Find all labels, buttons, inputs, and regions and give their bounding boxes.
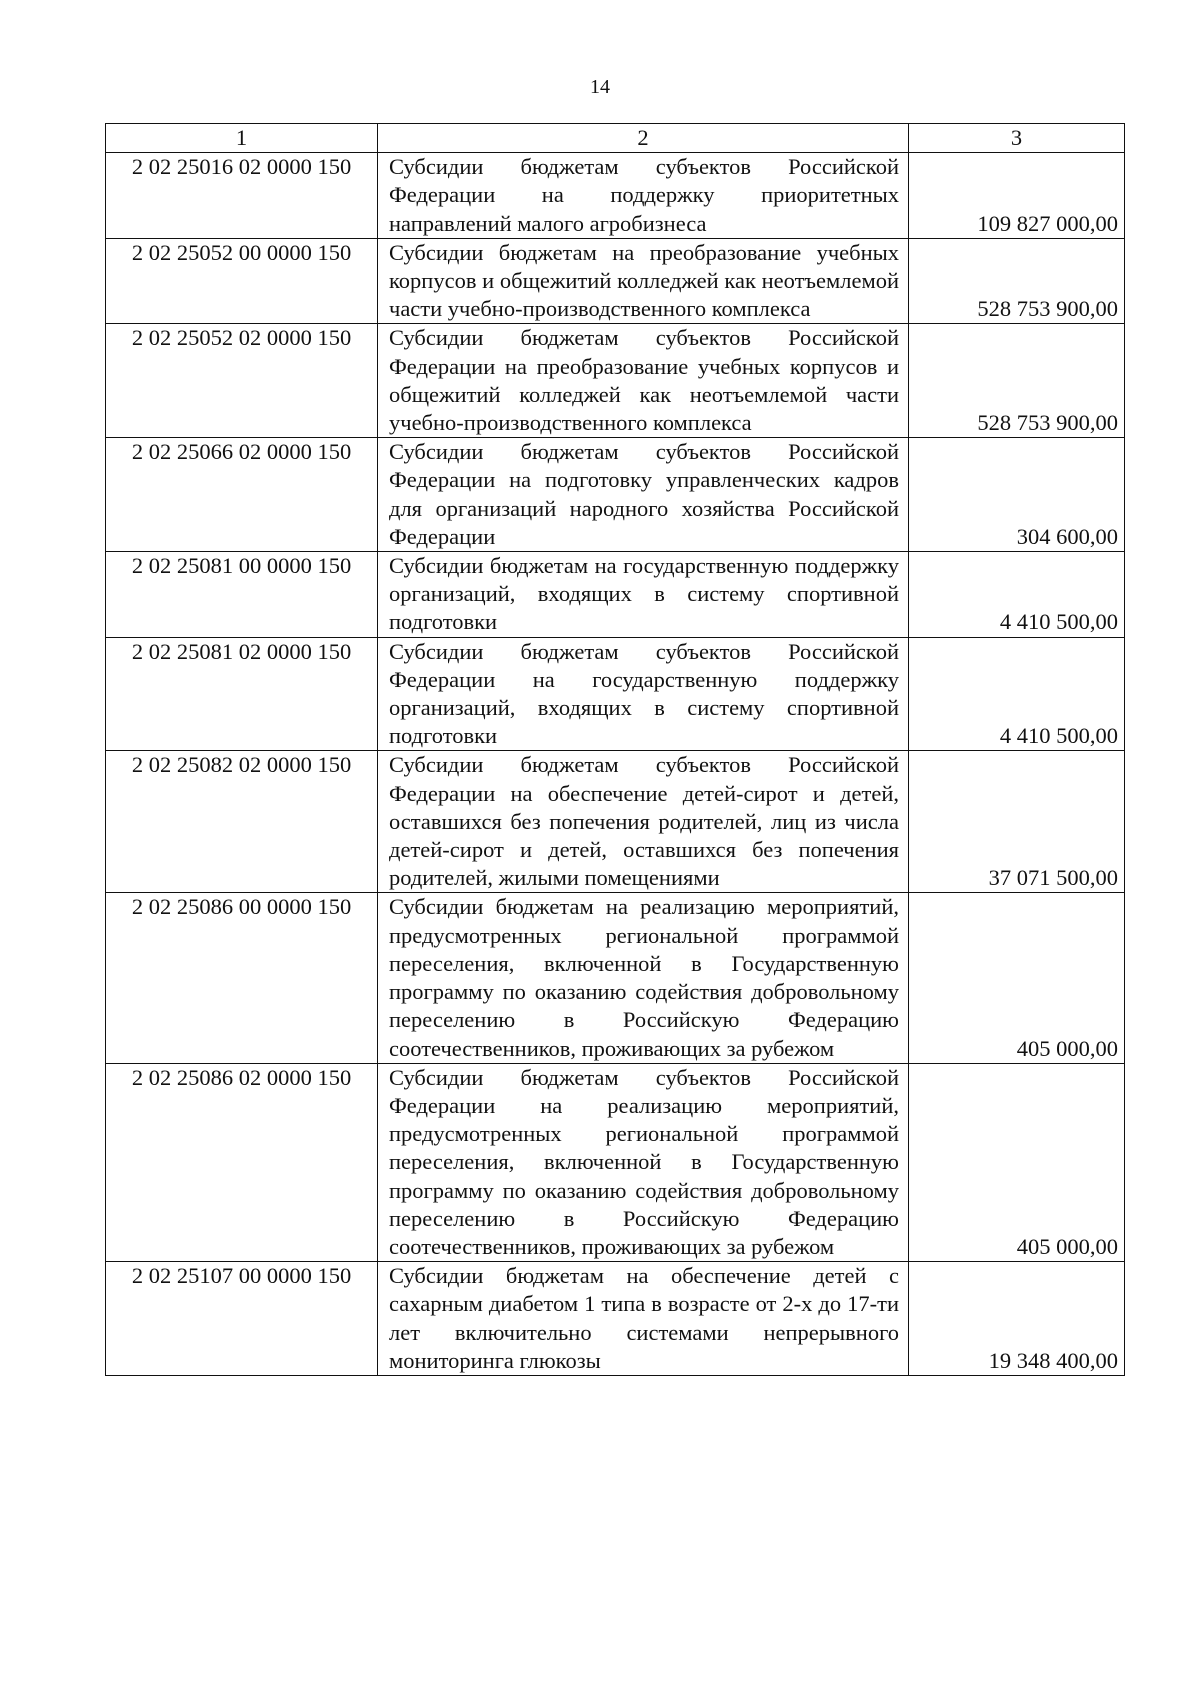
description-text: Субсидии бюджетам субъектов Российской Федерации на преобразование учебных корпусов и общежитий колледжей как неотъемлемой части учебно-производственного комплекса	[389, 325, 899, 436]
amount-cell: 528 753 900,00	[909, 238, 1125, 324]
description-text: Субсидии бюджетам на преобразование учебных корпусов и общежитий колледжей как неотъемлемой части учебно-производственного комплекса	[389, 239, 899, 322]
amount-cell: 109 827 000,00	[909, 153, 1125, 239]
table-row	[106, 1262, 1125, 1376]
table-header	[106, 124, 1125, 153]
description-text: Субсидии бюджетам на государственную поддержку организаций, входящих в систему спортивной подготовки	[389, 553, 899, 635]
amount-cell: 4 410 500,00	[909, 552, 1125, 638]
budget-revenue-table	[105, 123, 1125, 1376]
table-row	[106, 1063, 1125, 1261]
description-cell	[378, 751, 909, 893]
table-row	[106, 438, 1125, 552]
budget-code-cell: 2 02 25082 02 0000 150	[106, 751, 378, 893]
table-row	[106, 893, 1125, 1063]
description-text: Субсидии бюджетам субъектов Российской Федерации на подготовку управленческих кадров для организаций народного хозяйства Российской Федерации	[389, 439, 899, 549]
budget-code-cell: 2 02 25081 00 0000 150	[106, 552, 378, 638]
header-column-2: 2	[378, 124, 909, 153]
budget-code-cell: 2 02 25016 02 0000 150	[106, 153, 378, 239]
amount-cell: 304 600,00	[909, 438, 1125, 552]
table-row	[106, 238, 1125, 324]
description-text: Субсидии бюджетам субъектов Российской Федерации на обеспечение детей-сирот и детей, оставшихся без попечения родителей, лиц из числа детей-сирот и детей, оставшихся без попечения родителей, жилыми помещениями	[389, 752, 899, 891]
header-column-3: 3	[909, 124, 1125, 153]
table-row	[106, 324, 1125, 438]
amount-cell: 19 348 400,00	[909, 1262, 1125, 1376]
amount-cell: 528 753 900,00	[909, 324, 1125, 438]
budget-code-cell: 2 02 25081 02 0000 150	[106, 637, 378, 751]
amount-cell: 4 410 500,00	[909, 637, 1125, 751]
description-cell	[378, 893, 909, 1063]
table-row	[106, 552, 1125, 638]
amount-cell: 405 000,00	[909, 893, 1125, 1063]
description-cell	[378, 1063, 909, 1261]
description-cell	[378, 552, 909, 638]
budget-code-cell: 2 02 25086 00 0000 150	[106, 893, 378, 1063]
budget-code-cell: 2 02 25107 00 0000 150	[106, 1262, 378, 1376]
table-row	[106, 751, 1125, 893]
description-cell	[378, 637, 909, 751]
budget-code-cell: 2 02 25066 02 0000 150	[106, 438, 378, 552]
description-cell	[378, 438, 909, 552]
description-text: Субсидии бюджетам субъектов Российской Федерации на поддержку приоритетных направлений малого агробизнеса	[389, 154, 899, 236]
description-text: Субсидии бюджетам на обеспечение детей с сахарным диабетом 1 типа в возрасте от 2-х до 17-ти лет включительно системами непрерывного мониторинга глюкозы	[389, 1263, 899, 1373]
page-number: 14	[590, 76, 610, 98]
header-column-1: 1	[106, 124, 378, 153]
description-cell	[378, 1262, 909, 1376]
description-cell	[378, 153, 909, 239]
table-header-row	[106, 124, 1125, 153]
description-text: Субсидии бюджетам субъектов Российской Федерации на реализацию мероприятий, предусмотренных региональной программой переселения, включенной в Государственную программу по оказанию содействия добровольному переселению в Российскую Федерацию соотечественников, проживающих за рубежом	[389, 1064, 899, 1259]
amount-cell: 37 071 500,00	[909, 751, 1125, 893]
table-row	[106, 153, 1125, 239]
budget-code-cell: 2 02 25052 00 0000 150	[106, 238, 378, 324]
description-cell	[378, 324, 909, 438]
amount-cell: 405 000,00	[909, 1063, 1125, 1261]
budget-code-cell: 2 02 25052 02 0000 150	[106, 324, 378, 438]
table-row	[106, 637, 1125, 751]
table-body	[106, 153, 1125, 1376]
description-cell	[378, 238, 909, 324]
description-text: Субсидии бюджетам на реализацию мероприятий, предусмотренных региональной программой переселения, включенной в Государственную программу по оказанию содействия добровольному переселению в Российскую Федерацию соотечественников, проживающих за рубежом	[389, 894, 899, 1061]
description-text: Субсидии бюджетам субъектов Российской Федерации на государственную поддержку организаций, входящих в систему спортивной подготовки	[389, 638, 899, 749]
budget-code-cell: 2 02 25086 02 0000 150	[106, 1063, 378, 1261]
